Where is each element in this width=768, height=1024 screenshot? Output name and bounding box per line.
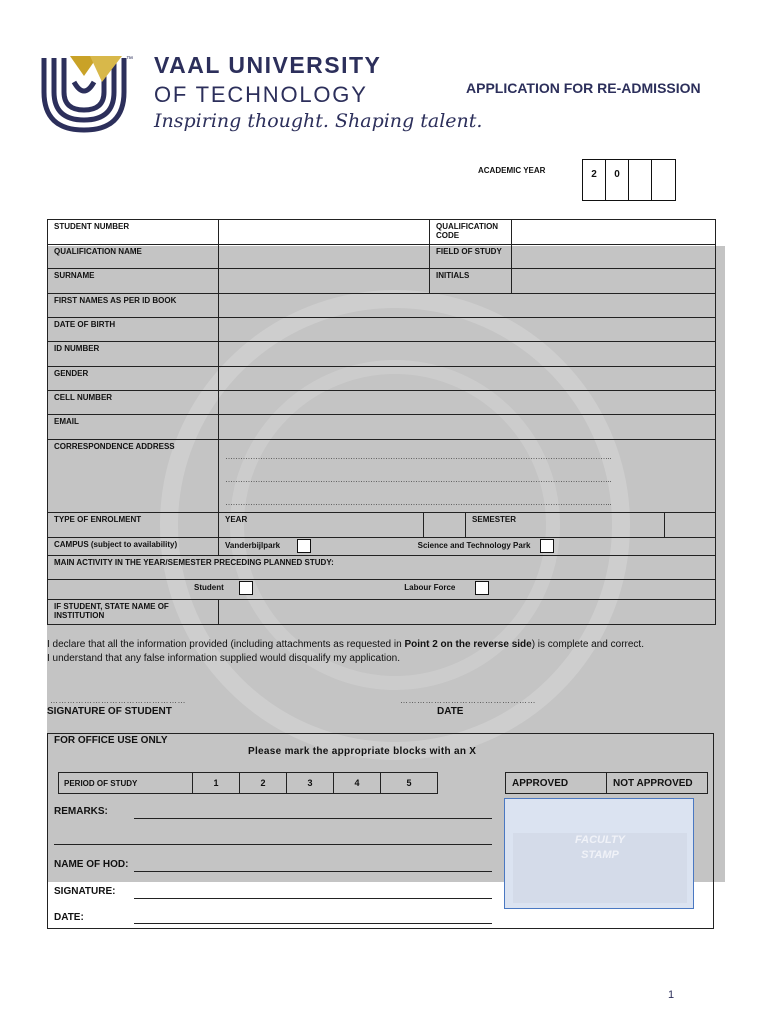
period-option-1[interactable]: 1 (193, 773, 240, 794)
correspondence-address-label: CORRESPONDENCE ADDRESS (48, 440, 219, 513)
student-signature-label: SIGNATURE OF STUDENT (47, 706, 172, 717)
campus-vanderbijlpark-checkbox[interactable] (297, 539, 311, 553)
faculty-stamp-text: FACULTY STAMP (575, 834, 625, 861)
qualification-code-label: QUALIFICATION CODE (430, 220, 512, 245)
approved-option[interactable]: APPROVED (506, 773, 607, 794)
office-use-section (47, 733, 714, 929)
correspondence-address-input[interactable] (219, 440, 716, 513)
faculty-stamp-box[interactable] (504, 798, 694, 909)
institution-label: IF STUDENT, STATE NAME OF INSTITUTION (48, 600, 219, 625)
declaration-line-2: I understand that any false information supplied would disqualify my application. (47, 653, 400, 664)
initials-label: INITIALS (430, 269, 512, 294)
hod-name-label: NAME OF HOD: (54, 859, 129, 870)
semester-label: SEMESTER (466, 513, 665, 538)
campus-science-checkbox[interactable] (540, 539, 554, 553)
declaration-line-1: I declare that all the information provided (including attachments as requested in Point 2 on the reverse side) is complete and correct. (47, 639, 644, 650)
year-input[interactable] (424, 513, 466, 538)
semester-input[interactable] (665, 513, 716, 538)
address-line-3: ……………………………………………………………………………………………………………………………………….. (225, 498, 611, 507)
address-line-1: ……………………………………………………………………………………………………………………………………….. (225, 452, 611, 461)
remarks-line-2[interactable] (54, 844, 492, 845)
hod-name-line[interactable] (134, 871, 492, 872)
signature-label: SIGNATURE: (54, 886, 116, 897)
date-of-birth-label: DATE OF BIRTH (48, 318, 219, 342)
brand-name-line2: OF TECHNOLOGY (154, 82, 368, 107)
remarks-line-1[interactable] (134, 818, 492, 819)
year-label: YEAR (219, 513, 424, 538)
declaration-text (47, 638, 644, 666)
university-logo-icon (40, 52, 130, 134)
surname-input[interactable] (219, 269, 430, 294)
cell-number-label: CELL NUMBER (48, 391, 219, 415)
period-option-4[interactable]: 4 (334, 773, 381, 794)
gender-label: GENDER (48, 367, 219, 391)
mark-instruction: Please mark the appropriate blocks with an X (248, 746, 477, 757)
period-option-5[interactable]: 5 (381, 773, 438, 794)
year-digit-3[interactable] (629, 160, 652, 200)
qualification-name-label: QUALIFICATION NAME (48, 245, 219, 269)
office-date-label: DATE: (54, 912, 84, 923)
remarks-label: REMARKS: (54, 806, 108, 817)
student-details-table (47, 219, 716, 625)
qualification-code-input[interactable] (512, 220, 716, 245)
activity-student-label: Student (194, 583, 224, 593)
page-number: 1 (668, 989, 675, 1001)
year-digit-2[interactable]: 0 (606, 160, 629, 200)
academic-year-boxes (582, 159, 676, 201)
date-label: DATE (437, 706, 464, 717)
office-use-title: FOR OFFICE USE ONLY (54, 735, 168, 746)
gender-input[interactable] (219, 367, 716, 391)
student-number-input[interactable] (219, 220, 430, 245)
year-digit-4[interactable] (652, 160, 675, 200)
brand-tagline: Inspiring thought. Shaping talent. (154, 110, 483, 132)
year-digit-1[interactable]: 2 (583, 160, 606, 200)
not-approved-option[interactable]: NOT APPROVED (607, 773, 708, 794)
id-number-input[interactable] (219, 342, 716, 367)
field-of-study-input[interactable] (512, 245, 716, 269)
activity-labour-label: Labour Force (404, 583, 456, 593)
campus-options (219, 538, 716, 556)
address-line-2: ……………………………………………………………………………………………………………………………………….. (225, 475, 611, 484)
period-option-2[interactable]: 2 (240, 773, 287, 794)
form-title: APPLICATION FOR RE-ADMISSION (466, 80, 701, 96)
qualification-name-input[interactable] (219, 245, 430, 269)
campus-science-label: Science and Technology Park (417, 541, 531, 551)
first-names-input[interactable] (219, 294, 716, 318)
campus-label: CAMPUS (subject to availability) (48, 538, 219, 556)
approval-table (505, 772, 708, 794)
main-activity-options (48, 580, 716, 600)
office-date-line[interactable] (134, 923, 492, 924)
date-signature-line[interactable]: ………………………………………… (400, 696, 536, 705)
surname-label: SURNAME (48, 269, 219, 294)
campus-vanderbijlpark-label: Vanderbijlpark (225, 541, 281, 551)
period-of-study-label: PERIOD OF STUDY (59, 773, 193, 794)
student-number-label: STUDENT NUMBER (48, 220, 219, 245)
student-signature-line[interactable]: ………………………………………… (50, 696, 186, 705)
period-option-3[interactable]: 3 (287, 773, 334, 794)
cell-number-input[interactable] (219, 391, 716, 415)
field-of-study-label: FIELD OF STUDY (430, 245, 512, 269)
id-number-label: ID NUMBER (48, 342, 219, 367)
period-of-study-table (58, 772, 438, 794)
initials-input[interactable] (512, 269, 716, 294)
academic-year-label: ACADEMIC YEAR (478, 166, 546, 175)
activity-student-checkbox[interactable] (239, 581, 253, 595)
trademark-mark: ™ (126, 56, 133, 63)
date-of-birth-input[interactable] (219, 318, 716, 342)
activity-labour-checkbox[interactable] (475, 581, 489, 595)
main-activity-label: MAIN ACTIVITY IN THE YEAR/SEMESTER PRECEDING PLANNED STUDY: (48, 556, 716, 580)
email-label: EMAIL (48, 415, 219, 440)
brand-name-line1: VAAL UNIVERSITY (154, 52, 382, 78)
first-names-label: FIRST NAMES AS PER ID BOOK (48, 294, 219, 318)
signature-line[interactable] (134, 898, 492, 899)
institution-input[interactable] (219, 600, 716, 625)
email-input[interactable] (219, 415, 716, 440)
type-of-enrolment-label: TYPE OF ENROLMENT (48, 513, 219, 538)
